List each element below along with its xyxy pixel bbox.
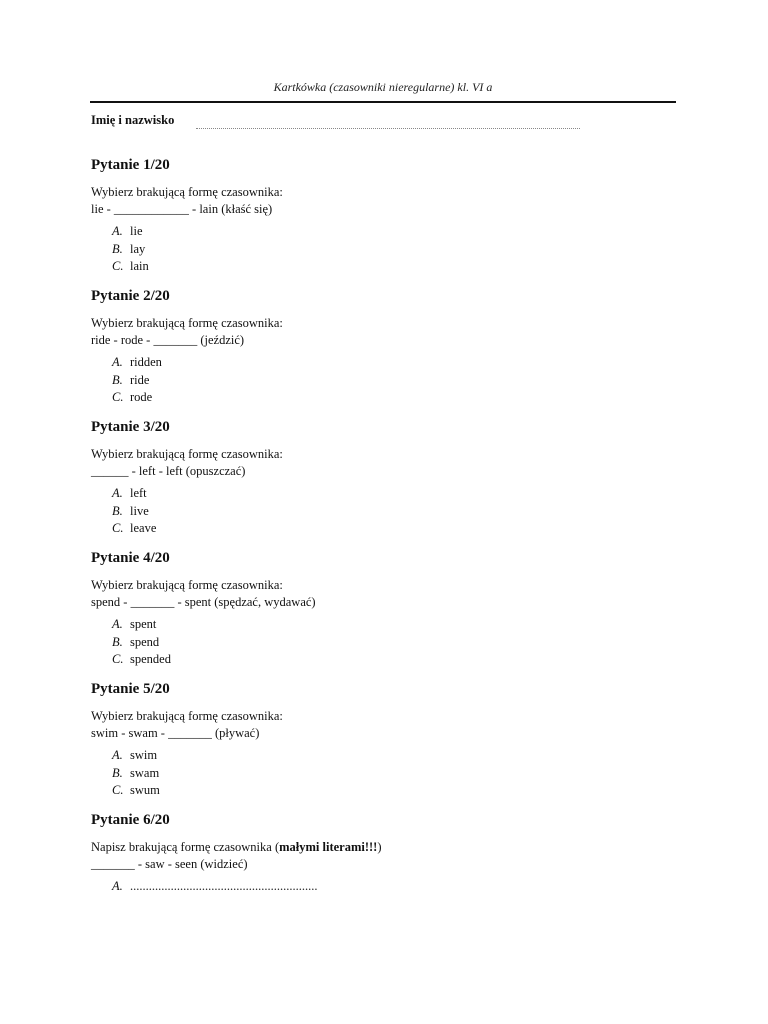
question-instruction: Wybierz brakującą formę czasownika: <box>91 709 283 723</box>
option-c[interactable] <box>112 651 651 669</box>
question-title: Pytanie 6/20 <box>91 812 170 828</box>
header-divider <box>90 101 676 103</box>
option-text: leave <box>130 521 157 535</box>
option-letter: A. <box>112 486 123 500</box>
question-prompt: spend - _______ - spent (spędzać, wydawać) <box>91 595 316 609</box>
document-header: Kartkówka (czasowniki nieregularne) kl. VI a <box>273 80 493 94</box>
option-b[interactable] <box>112 634 651 652</box>
option-text: lie <box>130 224 143 238</box>
option-letter: C. <box>112 652 124 666</box>
option-text: spent <box>130 617 157 631</box>
options-list <box>91 485 651 538</box>
option-text: live <box>130 503 149 518</box>
instruction-suffix: ) <box>377 840 382 854</box>
option-letter: B. <box>112 372 123 387</box>
option-letter: C. <box>112 390 124 404</box>
question-instruction: Wybierz brakującą formę czasownika: <box>91 185 283 199</box>
question-prompt: swim - swam - _______ (pływać) <box>91 726 260 740</box>
question-1 <box>91 156 651 276</box>
option-text: spended <box>130 652 171 666</box>
question-3 <box>91 418 651 538</box>
option-a[interactable] <box>112 354 651 372</box>
option-letter: A. <box>112 224 123 238</box>
option-text: swim <box>130 748 158 762</box>
options-list <box>91 616 651 669</box>
option-letter: B. <box>112 241 123 256</box>
option-letter: A. <box>112 617 123 631</box>
option-text: lay <box>130 241 146 256</box>
answer-area <box>91 878 651 896</box>
answer-dotted-line[interactable]: ............................................................ <box>130 879 318 893</box>
instruction-emphasis: małymi literami!!! <box>279 840 378 854</box>
name-field <box>91 113 591 133</box>
option-c[interactable] <box>112 520 651 538</box>
option-letter: B. <box>112 503 123 518</box>
option-text: ridden <box>130 355 162 369</box>
option-text: left <box>130 486 147 500</box>
option-b[interactable] <box>112 503 651 521</box>
question-title: Pytanie 4/20 <box>91 550 170 566</box>
question-title: Pytanie 5/20 <box>91 681 170 697</box>
question-6 <box>91 811 651 896</box>
question-prompt: ______ - left - left (opuszczać) <box>91 464 246 478</box>
option-a[interactable] <box>112 616 651 634</box>
answer-field[interactable] <box>112 878 651 896</box>
option-c[interactable] <box>112 258 651 276</box>
options-list <box>91 747 651 800</box>
option-letter: B. <box>112 765 123 780</box>
question-prompt: lie - ____________ - lain (kłaść się) <box>91 202 273 216</box>
option-c[interactable] <box>112 782 651 800</box>
question-prompt: _______ - saw - seen (widzieć) <box>91 857 248 871</box>
question-2 <box>91 287 651 407</box>
option-text: lain <box>130 259 149 273</box>
option-a[interactable] <box>112 747 651 765</box>
name-dotted-line[interactable] <box>196 128 580 129</box>
question-prompt: ride - rode - _______ (jeździć) <box>91 333 245 347</box>
option-letter: A. <box>112 748 123 762</box>
option-letter: C. <box>112 259 124 273</box>
question-title: Pytanie 3/20 <box>91 419 170 435</box>
option-letter: C. <box>112 521 124 535</box>
options-list <box>91 223 651 276</box>
option-c[interactable] <box>112 389 651 407</box>
option-text: rode <box>130 390 153 404</box>
name-label: Imię i nazwisko <box>91 113 175 127</box>
question-instruction: Wybierz brakującą formę czasownika: <box>91 578 283 592</box>
option-letter: B. <box>112 634 123 649</box>
instruction-prefix: Napisz brakującą formę czasownika ( <box>91 840 280 854</box>
question-instruction <box>91 839 651 856</box>
option-text: ride <box>130 372 150 387</box>
question-4 <box>91 549 651 669</box>
question-title: Pytanie 1/20 <box>91 157 170 173</box>
option-letter: C. <box>112 783 124 797</box>
option-text: swam <box>130 765 160 780</box>
option-b[interactable] <box>112 241 651 259</box>
option-letter: A. <box>112 355 123 369</box>
option-a[interactable] <box>112 485 651 503</box>
option-text: spend <box>130 634 160 649</box>
answer-letter: A. <box>112 879 123 893</box>
question-instruction: Wybierz brakującą formę czasownika: <box>91 316 283 330</box>
options-list <box>91 354 651 407</box>
question-title: Pytanie 2/20 <box>91 288 170 304</box>
option-b[interactable] <box>112 765 651 783</box>
option-a[interactable] <box>112 223 651 241</box>
question-5 <box>91 680 651 800</box>
option-b[interactable] <box>112 372 651 390</box>
option-text: swum <box>130 783 160 797</box>
question-instruction: Wybierz brakującą formę czasownika: <box>91 447 283 461</box>
